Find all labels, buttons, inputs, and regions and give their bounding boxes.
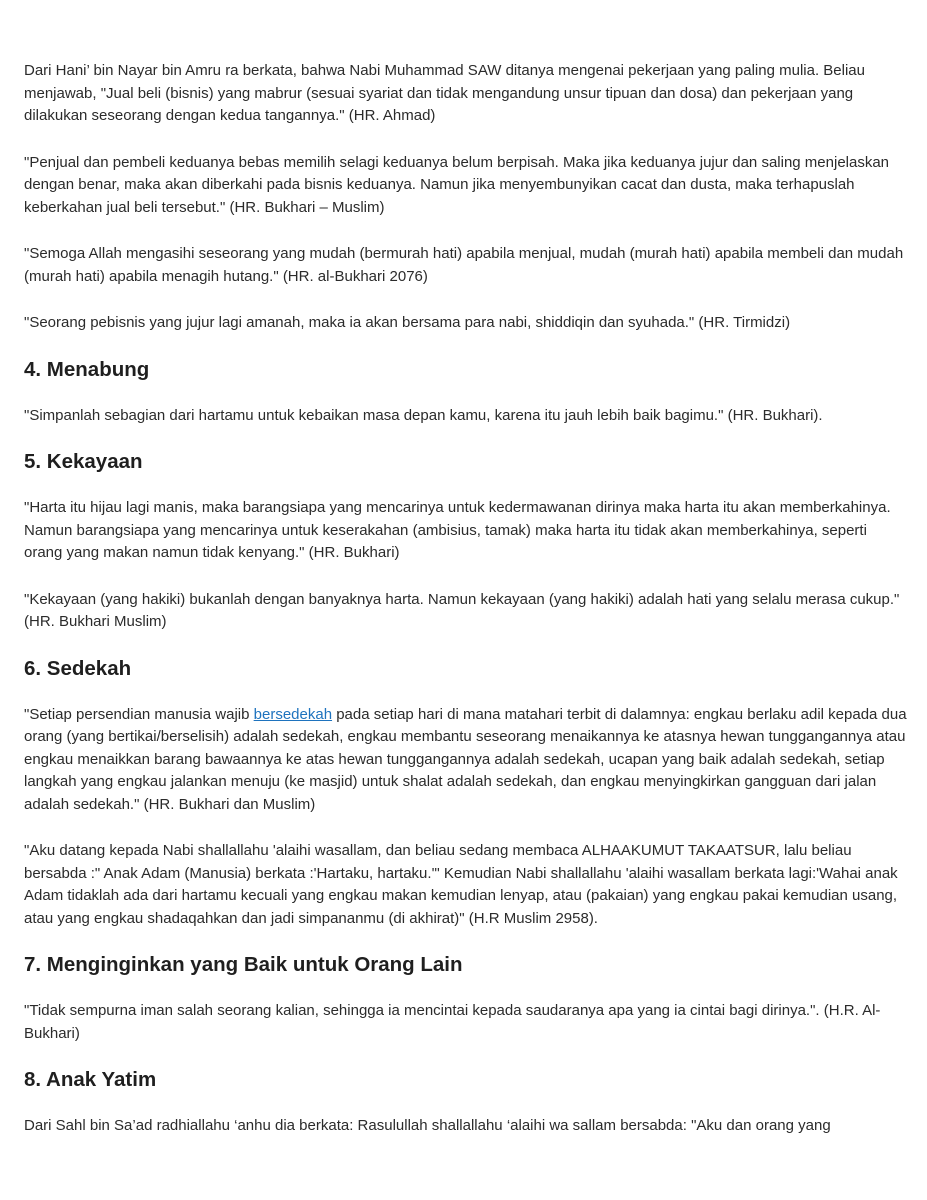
paragraph-hadith-iman: "Tidak sempurna iman salah seorang kalian, sehingga ia mencintai kepada saudaranya apa yang ia cintai bagi dirinya.". (H.R. Al-Bukhari) [24, 1002, 881, 1042]
paragraph-hadith-penjual-pembeli: "Penjual dan pembeli keduanya bebas memilih selagi keduanya belum berpisah. Maka jika keduanya jujur dan saling menjelaskan dengan benar, maka akan diberkahi pada bisnis keduanya. Namun jika menyembunyikan cacat dan dusta, maka terhapuslah keberkahan jual beli tersebut." (HR. Bukhari – Muslim) [24, 153, 890, 216]
paragraph-hadith-menabung: "Simpanlah sebagian dari hartamu untuk kebaikan masa depan kamu, karena itu jauh lebih baik bagimu." (HR. Bukhari). [24, 406, 823, 424]
section-heading-sedekah: 6. Sedekah [24, 656, 132, 680]
document-page [24, 60, 908, 1138]
paragraph-hadith-murah-hati: "Semoga Allah mengasihi seseorang yang mudah (bermurah hati) apabila menjual, mudah (murah hati) apabila membeli dan mudah (murah hati) apabila menagih hutang." (HR. al-Bukhari 2076) [24, 245, 904, 285]
section-heading-menginginkan-baik: 7. Menginginkan yang Baik untuk Orang Lain [24, 953, 463, 976]
section-heading-kekayaan: 5. Kekayaan [24, 450, 143, 473]
paragraph-hadith-alhaakum: "Aku datang kepada Nabi shallallahu 'alaihi wasallam, dan beliau sedang membaca ALHAAKUMUT TAKAATSUR, lalu beliau bersabda :" Anak Adam (Manusia) berkata :'Hartaku, hartaku.'" Kemudian Nabi shallallahu 'alaihi wasallam berkata lagi:'Wahai anak Adam tidaklah ada dari hartamu kecuali yang engkau makan kemudian lenyap, atau (pakaian) yang engkau pakai kemudian usang, atau yang engkau shadaqahkan dan jadi simpananmu (di akhirat)" (H.R Muslim 2958). [24, 842, 898, 927]
paragraph-text-before-link: "Setiap persendian manusia wajib [24, 705, 254, 723]
paragraph-hadith-persendian [24, 704, 908, 817]
section-heading-anak-yatim: 8. Anak Yatim [24, 1068, 157, 1091]
paragraph-text-after-link: pada setiap hari di mana matahari terbit di dalamnya: engkau berlaku adil kepada dua orang (yang bertikai/berselisih) adalah sedekah, engkau membantu seseorang menaikannya ke atasnya hewan tunggangannya atau engkau menaikkan barang bawaannya ke atas hewan tunggangannya adalah sedekah, ucapan yang baik adalah sedekah, setiap langkah yang engkau jalankan menuju (ke masjid) untuk shalat adalah sedekah, dan engkau menyingkirkan gangguan dari jalan adalah sedekah." (HR. Bukhari dan Muslim) [24, 705, 907, 813]
paragraph-hadith-harta-hijau: "Harta itu hijau lagi manis, maka barangsiapa yang mencarinya untuk kedermawanan dirinya maka harta itu akan memberkahinya. Namun barangsiapa yang mencarinya untuk keserakahan (ambisius, tamak) maka harta itu tidak akan memberkahinya, seperti orang yang makan namun tidak kenyang." (HR. Bukhari) [24, 499, 891, 561]
paragraph-hadith-hani: Dari Hani’ bin Nayar bin Amru ra berkata, bahwa Nabi Muhammad SAW ditanya mengenai pekerjaan yang paling mulia. Beliau menjawab, "Jual beli (bisnis) yang mabrur (sesuai syariat dan tidak mengandung unsur tipuan dan dosa) dan pekerjaan yang dilakukan seseorang dengan kedua tangannya." (HR. Ahmad) [24, 62, 865, 124]
paragraph-hadith-sahl: Dari Sahl bin Sa’ad radhiallahu ‘anhu dia berkata: Rasulullah shallallahu ‘alaihi wa sallam bersabda: "Aku dan orang yang [24, 1117, 831, 1134]
bersedekah-link[interactable]: bersedekah [253, 705, 333, 723]
paragraph-hadith-pebisnis-jujur: "Seorang pebisnis yang jujur lagi amanah, maka ia akan bersama para nabi, shiddiqin dan syuhada." (HR. Tirmidzi) [24, 314, 791, 331]
section-heading-menabung: 4. Menabung [24, 357, 150, 381]
paragraph-hadith-kekayaan-hakiki: "Kekayaan (yang hakiki) bukanlah dengan banyaknya harta. Namun kekayaan (yang hakiki) adalah hati yang selalu merasa cukup." (HR. Bukhari Muslim) [24, 590, 900, 630]
